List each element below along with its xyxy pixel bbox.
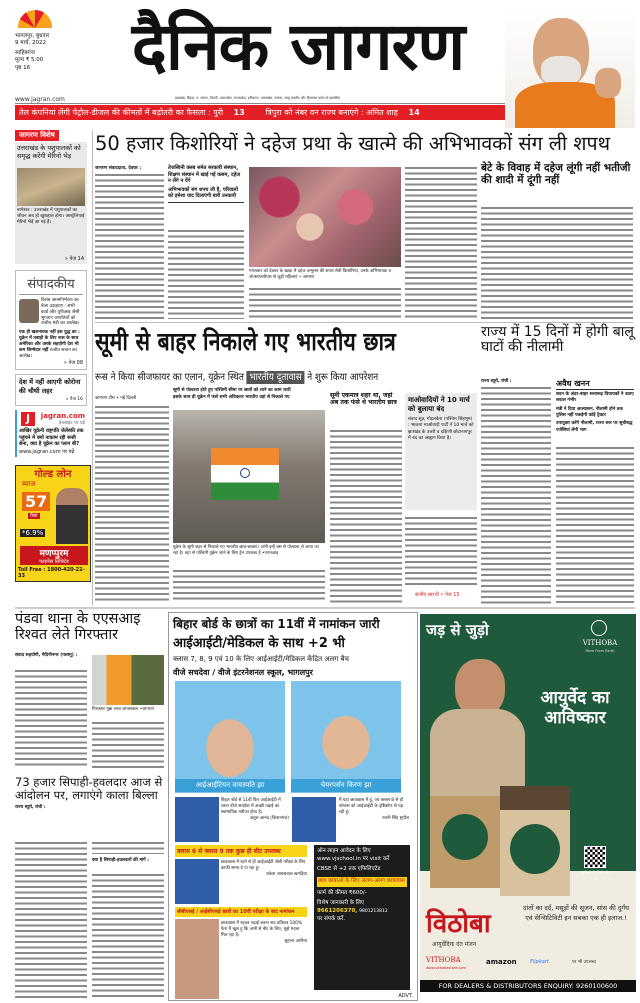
student-name: राकेश जायसवाल खगड़िया bbox=[266, 872, 307, 878]
info-item: छात्र छात्राओं के लिए अलग-अलग छात्रावास bbox=[317, 877, 407, 887]
ticker-bar bbox=[15, 105, 505, 120]
right-body-text bbox=[481, 385, 551, 605]
lead-side-body-text bbox=[481, 205, 633, 319]
jagran-special-label: जागरण विशेष bbox=[15, 130, 59, 141]
info-item: फार्म की कीमत ₹600/- bbox=[317, 889, 367, 896]
editorial-box bbox=[15, 270, 87, 370]
qr-caption: खरीदने के लिये स्कैन करें bbox=[580, 870, 612, 881]
sheep-photo bbox=[17, 168, 85, 206]
lead-headline[interactable]: 50 हजार किशोरियों ने दहेज प्रथा के खात्मे की अभिभावकों संग ली शपथ bbox=[95, 132, 611, 155]
product-sub: आयुर्वेदिक दंत मंजन bbox=[432, 941, 477, 948]
available-text: पर भी उपलब्ध bbox=[572, 960, 596, 965]
lead-body-text bbox=[95, 172, 164, 319]
amit-shah-photo bbox=[505, 10, 635, 128]
sidebar-column bbox=[15, 270, 91, 582]
pages: पृष्ठ 16 bbox=[15, 64, 31, 71]
gold-ad-sub: ब्याज bbox=[22, 479, 36, 488]
vithoba-ad[interactable] bbox=[420, 614, 636, 992]
info-item: CBSE से +2 तक एफिलिएटेड bbox=[317, 866, 381, 873]
police-subhead: क्या है सिपाही-हवलदारों की मांगें : bbox=[92, 858, 150, 863]
arrested-officer-photo bbox=[92, 655, 164, 705]
contact-text: पर संपर्क करें. bbox=[317, 915, 346, 922]
masthead-rule bbox=[15, 103, 505, 104]
police-body-text bbox=[92, 840, 164, 854]
subhead-highlight: भारतीय दूतावास bbox=[247, 371, 305, 384]
editorial-item[interactable]: एक ही खलनायक नहीं इस युद्ध का : यूक्रेन में तबाही के लिए रूस के साथ अमेरिका और उसके सहयोगी देश भी कम जिम्मेदार नहीं राजीव सचान का आलेख। bbox=[19, 330, 80, 359]
students-with-flag-photo bbox=[173, 410, 325, 543]
gold-ad-unit: पैसा bbox=[30, 512, 38, 519]
city-day: भागलपुर, बुधवार bbox=[15, 33, 50, 39]
info-box bbox=[314, 845, 410, 990]
columnist-photo bbox=[19, 299, 39, 323]
gold-loan-ad[interactable] bbox=[15, 465, 91, 582]
cbse-banner: सीबीएसई / आईसीएसई छात्रों का 10वीं परीक्षा के बाद नामांकन bbox=[175, 907, 307, 917]
price: मूल्य ₹ 5.00 bbox=[15, 57, 44, 64]
column-divider bbox=[92, 130, 93, 605]
second-bullet: सूमी से पोल्टावा होते हुए पश्चिमी सीमा पर छात्रों को लाने का काम जारी bbox=[173, 388, 291, 393]
editorial-label: संपादकीय bbox=[19, 274, 83, 295]
flipkart-logo: Flipkart bbox=[530, 959, 549, 965]
second-bullet: इसके साथ ही यूक्रेन में फंसे सभी अधिकतर भारतीय वहां से निकाले गए bbox=[173, 394, 290, 400]
person-name: चेयरपर्सन किरण झा bbox=[291, 779, 401, 792]
second-dateline: जागरण टीम • नई दिल्ली bbox=[95, 396, 137, 401]
web-sub: वेबसाइट पर पढ़ें bbox=[58, 421, 85, 427]
lead-body-text bbox=[405, 165, 477, 319]
indian-flag bbox=[211, 448, 279, 500]
store-brand: VITHOBA bbox=[426, 956, 461, 964]
jagran-j-logo-icon: J bbox=[21, 412, 35, 426]
student-name: अतुल आनंद (किशनगंज) bbox=[249, 816, 289, 822]
person-photo bbox=[291, 681, 401, 793]
gold-ad-rate-number: 57 bbox=[22, 492, 50, 511]
student-name: रजनी सिंह सुपौल bbox=[382, 816, 409, 822]
product-claims: दांतों का दर्द, मसूड़ों की सूजन, सांस की दुर्गंध एवं सेन्सिटिविटी इन सबका एक ही इलाज.! bbox=[523, 904, 629, 922]
second-box-headline: सूमी एकमात्र शहर था, जहां अब तक फंसे थे भारतीय छात्र bbox=[330, 392, 397, 406]
phone-number[interactable]: 9661206370, bbox=[317, 908, 358, 915]
corona-page-ref: » पेज 16 bbox=[65, 397, 83, 403]
web-text: आखिर यूक्रेनी राष्ट्रपति जेलेंस्की तक पहुंचने में क्यों नाकाम रही रूसी सेना, क्या है यूक्रेन का प्लान बी? bbox=[19, 428, 84, 448]
brand-ambassador-photo bbox=[56, 488, 88, 544]
jagran-special-box[interactable] bbox=[15, 142, 87, 264]
second-body-text bbox=[95, 404, 169, 603]
website-url[interactable]: www.jagran.com bbox=[15, 96, 65, 103]
bribe-body-text bbox=[92, 720, 164, 768]
info-item[interactable]: ऑन लाइन आवेदन के लिए www.vjschool.in पर visit करें bbox=[317, 848, 390, 862]
maoist-headline: माओवादियों ने 10 मार्च को बुलाया बंद bbox=[408, 396, 470, 414]
gold-ad-tollfree: Toll Free : 1800-420-22-33 bbox=[18, 566, 85, 579]
dealers-enquiry: FOR DEALERS & DISTRIBUTORS ENQUIRY: 9260100600 bbox=[420, 980, 636, 992]
web-brand: jagran.com bbox=[40, 412, 85, 421]
police-story-head bbox=[15, 776, 167, 810]
section-rule bbox=[95, 322, 633, 323]
student-photo bbox=[175, 859, 219, 904]
box-title: अवैध खनन bbox=[556, 378, 634, 390]
person-photo bbox=[175, 681, 285, 793]
lead-bullets bbox=[168, 165, 244, 203]
ad-headline: आईआईटी/मेडिकल के साथ +2 भी bbox=[173, 636, 345, 651]
student-quote: छात्रावास में रहकर पढ़ाई करना शत प्रतिशत 100% फेरा मैं खुश हूं कि अभी से नीट के लिए, मुझे महत्व मिल रहा है। bbox=[221, 921, 302, 939]
right-dateline: राज्य ब्यूरो, रांची : bbox=[481, 379, 512, 384]
phone-number[interactable]: 9801213812 bbox=[359, 909, 388, 915]
ad-headline: बिहार बोर्ड के छात्रों का 11वीं में नामांकन जारी bbox=[173, 617, 380, 631]
store-url[interactable]: www.vithobastore.com bbox=[426, 966, 466, 970]
editorial-item[interactable]: विलंब आत्मनिर्भरता का बेजा उदाहरण : सभी कार्ड और यूपीआइ जैसी भुगतान प्रणालियों को राजीव मंत्री का आलेख। bbox=[19, 298, 83, 327]
vithoba-tagline: जड़ से जुड़ो bbox=[426, 621, 489, 639]
illegal-mining-box bbox=[556, 378, 634, 434]
student-quote: मैं यहां छात्रावास में हूं, एवं क्लास 8 से ही फोकस को आईआईटी के दृष्टिकोण से पढ़ रही हूं। bbox=[339, 798, 404, 816]
corona-headline: देश में नहीं आएगी कोरोना की चौथी लहर bbox=[19, 378, 81, 395]
product-name: विठोबा bbox=[426, 909, 491, 939]
student-testimonial bbox=[221, 921, 307, 945]
ad-subhead: वीजे सचदेवा / वीजे इंटरनेशनल स्कूल, भागलपुर bbox=[173, 668, 313, 677]
box-item: सदन के अंदर-बाहर सत्तारूढ़ विधायकों ने उठाए सवाल गंभीर bbox=[556, 392, 634, 404]
maoist-box[interactable] bbox=[405, 393, 477, 510]
student-quote: छात्रावास में रहने से ही आईआईटी जैसी परीक्षा के लिए काफी समय दे पा रहा हूं। bbox=[221, 860, 306, 872]
date: 9 मार्च, 2022 bbox=[15, 40, 46, 47]
student-name: सुहाना अररिया bbox=[284, 939, 307, 945]
bribe-headline[interactable]: पंडवा थाना के एएसआइ रिश्वत लेते गिरफ्तार bbox=[15, 611, 141, 643]
lead-photo-caption: मंगलवार को देवघर के खाड़ा में दहेज उन्मूलन की शपथ लेती किशोरियां, उनके अभिभावक व जेएसएलपीएस से जुड़ी महिलाएं • जागरण bbox=[249, 269, 391, 280]
lead-side-headline[interactable]: बेटे के विवाह में दहेज लूंगी नहीं भतीजी की शादी में दूंगी नहीं bbox=[481, 162, 631, 186]
person-name: आईआईटियन वाचस्पति झा bbox=[175, 779, 285, 792]
box-item: उपायुक्त करेंगे नीलामी, राज्य स्तर पर सूचीबद्ध एजेंसियां लेंगी भाग bbox=[556, 421, 633, 433]
vithoba-headline: आयुर्वेद का आविष्कार bbox=[540, 688, 610, 728]
lead-bullet: तेजस्विनी क्लब समेत सरकारी संस्थान, शिक्षण संस्थान में खाई गई कसम, दहेज न लेंगे न देंगे bbox=[168, 165, 241, 184]
vj-school-ad[interactable] bbox=[168, 612, 418, 1001]
corona-teaser[interactable] bbox=[15, 374, 87, 406]
gold-ad-title: गोल्ड लोन bbox=[34, 468, 72, 480]
student-photo bbox=[175, 919, 219, 999]
vithoba-tree-logo-icon bbox=[591, 620, 607, 636]
special-caption: बागेश्वर : उत्तराखंड में पशुपालकों का जीवन अब हो खुशहाल होगा। आस्ट्रेलियाई मेरिनो भेड़ें आ गई हैं। bbox=[17, 208, 85, 225]
student-testimonial bbox=[221, 798, 289, 822]
lead-body-text bbox=[168, 228, 244, 319]
second-subhead bbox=[95, 369, 378, 383]
ticker-item[interactable]: त्रिपुरा को नंबर वन राज्य बनाएंगे : अमित शाह 14 bbox=[265, 108, 420, 117]
bribe-photo-caption: गिरफ्तार मुन्ना लाल जायसवाल •जागरण bbox=[92, 707, 154, 712]
police-body-text bbox=[15, 840, 87, 1000]
right-headline[interactable]: राज्य में 15 दिनों में होगी बालू घाटों की नीलामी bbox=[481, 324, 634, 356]
second-headline[interactable]: सूमी से बाहर निकाले गए भारतीय छात्र bbox=[95, 327, 396, 356]
web-link[interactable]: www.jagran.com पर पढ़ें bbox=[19, 448, 75, 455]
masthead bbox=[0, 0, 640, 128]
section-rule bbox=[15, 607, 635, 609]
right-body-text bbox=[556, 445, 634, 605]
bribe-dateline: संवाद सहयोगी, मेदिनीनगर (पलामू) : bbox=[15, 653, 78, 658]
bribe-body-text bbox=[15, 668, 87, 768]
student-photo bbox=[292, 797, 336, 842]
subhead-text: ने शुरू किया आपरेशन bbox=[307, 372, 379, 383]
ad-subhead: क्लास 7, 8, 9 एवं 10 के लिए आईआईटी/मेडिकल केंद्रित अलग बैच bbox=[173, 655, 349, 663]
student-testimonial bbox=[339, 798, 409, 822]
editions-line: झारखंड, बिहार, प. बंगाल, दिल्ली, उत्तरप्रदेश, मध्यप्रदेश, हरियाणा, उत्तराखंड, पंजाब, जम्मू कश्मीर और हिमाचल प्रदेश से प्रकाशित bbox=[175, 96, 340, 100]
police-protest-headline[interactable]: 73 हजार सिपाही-हवलदार आज से आंदोलन पर, लगाएंगे काला बिल्ला bbox=[15, 775, 163, 802]
newspaper-title: दैनिक जागरण bbox=[131, 8, 465, 85]
box-item: मंत्री ने दिया आश्वासन, नीलामी होने तक पुलिस नहीं पकड़ेगी कोई ट्रैक्टर bbox=[556, 406, 623, 419]
product-jar bbox=[500, 786, 570, 896]
second-body-text bbox=[173, 568, 325, 603]
subhead-text: रूस ने किया सीजफायर का एलान, यूक्रेन स्थित bbox=[95, 372, 244, 383]
second-photo-caption: यूक्रेन के सूमी शहर से निकाले गए भारतीय छात्र-छात्राएं। अभी इन्हें बस से पोल्टावा ले जाया जा रहा है। वहां से पश्चिमी यूक्रेन जाने के लिए ट्रेन उपलब्ध है •एएनआइ bbox=[173, 545, 319, 556]
lead-body-text bbox=[249, 286, 401, 319]
qr-code-icon[interactable] bbox=[584, 846, 606, 868]
vithoba-brand-sub: More From Earth bbox=[585, 649, 615, 653]
editorial-page-ref[interactable]: » पेज 08 bbox=[63, 360, 83, 367]
product-pack bbox=[430, 796, 500, 888]
ticker-item[interactable]: तेल कंपनियां लेंगी पेट्रोल-डीजल की कीमतों में बढ़ोतरी का फैसला : पुरी 13 bbox=[19, 108, 245, 117]
special-title: उत्तराखंड के पशुपालकों को समृद्ध करेंगी मेरिनो भेड़ bbox=[17, 144, 81, 161]
second-byline[interactable]: संजीव सारथी • पेज 15 bbox=[415, 592, 460, 598]
gold-ad-brand: मणप्पुरम bbox=[20, 546, 88, 559]
police-body-text bbox=[92, 872, 164, 1000]
student-photo bbox=[175, 797, 219, 842]
student-quote: बिहार बोर्ड से 11वीं फिर आईआईटी में प्लान वीजे सचदेवा में अच्छी पढ़ाई का स्वाभाविक नतीजा होता है। bbox=[221, 798, 281, 816]
info-item: विशेष जानकारी के लिए bbox=[317, 900, 364, 907]
lead-dateline: जागरण संवाददाता, देवघर : bbox=[95, 166, 142, 171]
amazon-logo: amazon bbox=[486, 958, 517, 966]
advt-label: ADVT. bbox=[398, 993, 413, 999]
gold-ad-percent: *6.9% bbox=[22, 528, 44, 537]
edition: साहिबगंज bbox=[15, 50, 35, 57]
second-box-body-text bbox=[330, 428, 402, 603]
seats-banner: क्लास 6 से क्लास 9 तक कुछ ही सीट उपलब्ध bbox=[175, 845, 307, 857]
jagran-web-teaser[interactable] bbox=[15, 410, 87, 457]
special-page-ref[interactable]: » पेज 14 bbox=[64, 256, 84, 262]
maoist-text: संवाद सूत्र, गोइलकेरा (पश्चिम सिंहभूम) : भाकपा माओवादी पार्टी ने 10 मार्च को झारखंड के उत्तरी व दक्षिणी छोटानागपुर में बंद का आह्वान किया है। bbox=[408, 417, 474, 442]
second-bullets bbox=[173, 388, 325, 402]
gold-ad-brand-sub: फाइनेंस लिमिटेड bbox=[20, 559, 88, 565]
vithoba-brand: VITHOBA bbox=[582, 639, 618, 647]
second-body-text bbox=[405, 515, 477, 587]
lead-photo bbox=[249, 167, 401, 267]
lead-bullet: अभिभावकों संग शपथ ली है, परिवालों को हमेशा याद दिलाएंगी बारी उनकारी bbox=[168, 187, 244, 203]
student-testimonial bbox=[221, 860, 307, 878]
jagran-logo-sun-icon bbox=[18, 10, 52, 28]
police-dateline: राज्य ब्यूरो, रांची : bbox=[15, 805, 46, 811]
